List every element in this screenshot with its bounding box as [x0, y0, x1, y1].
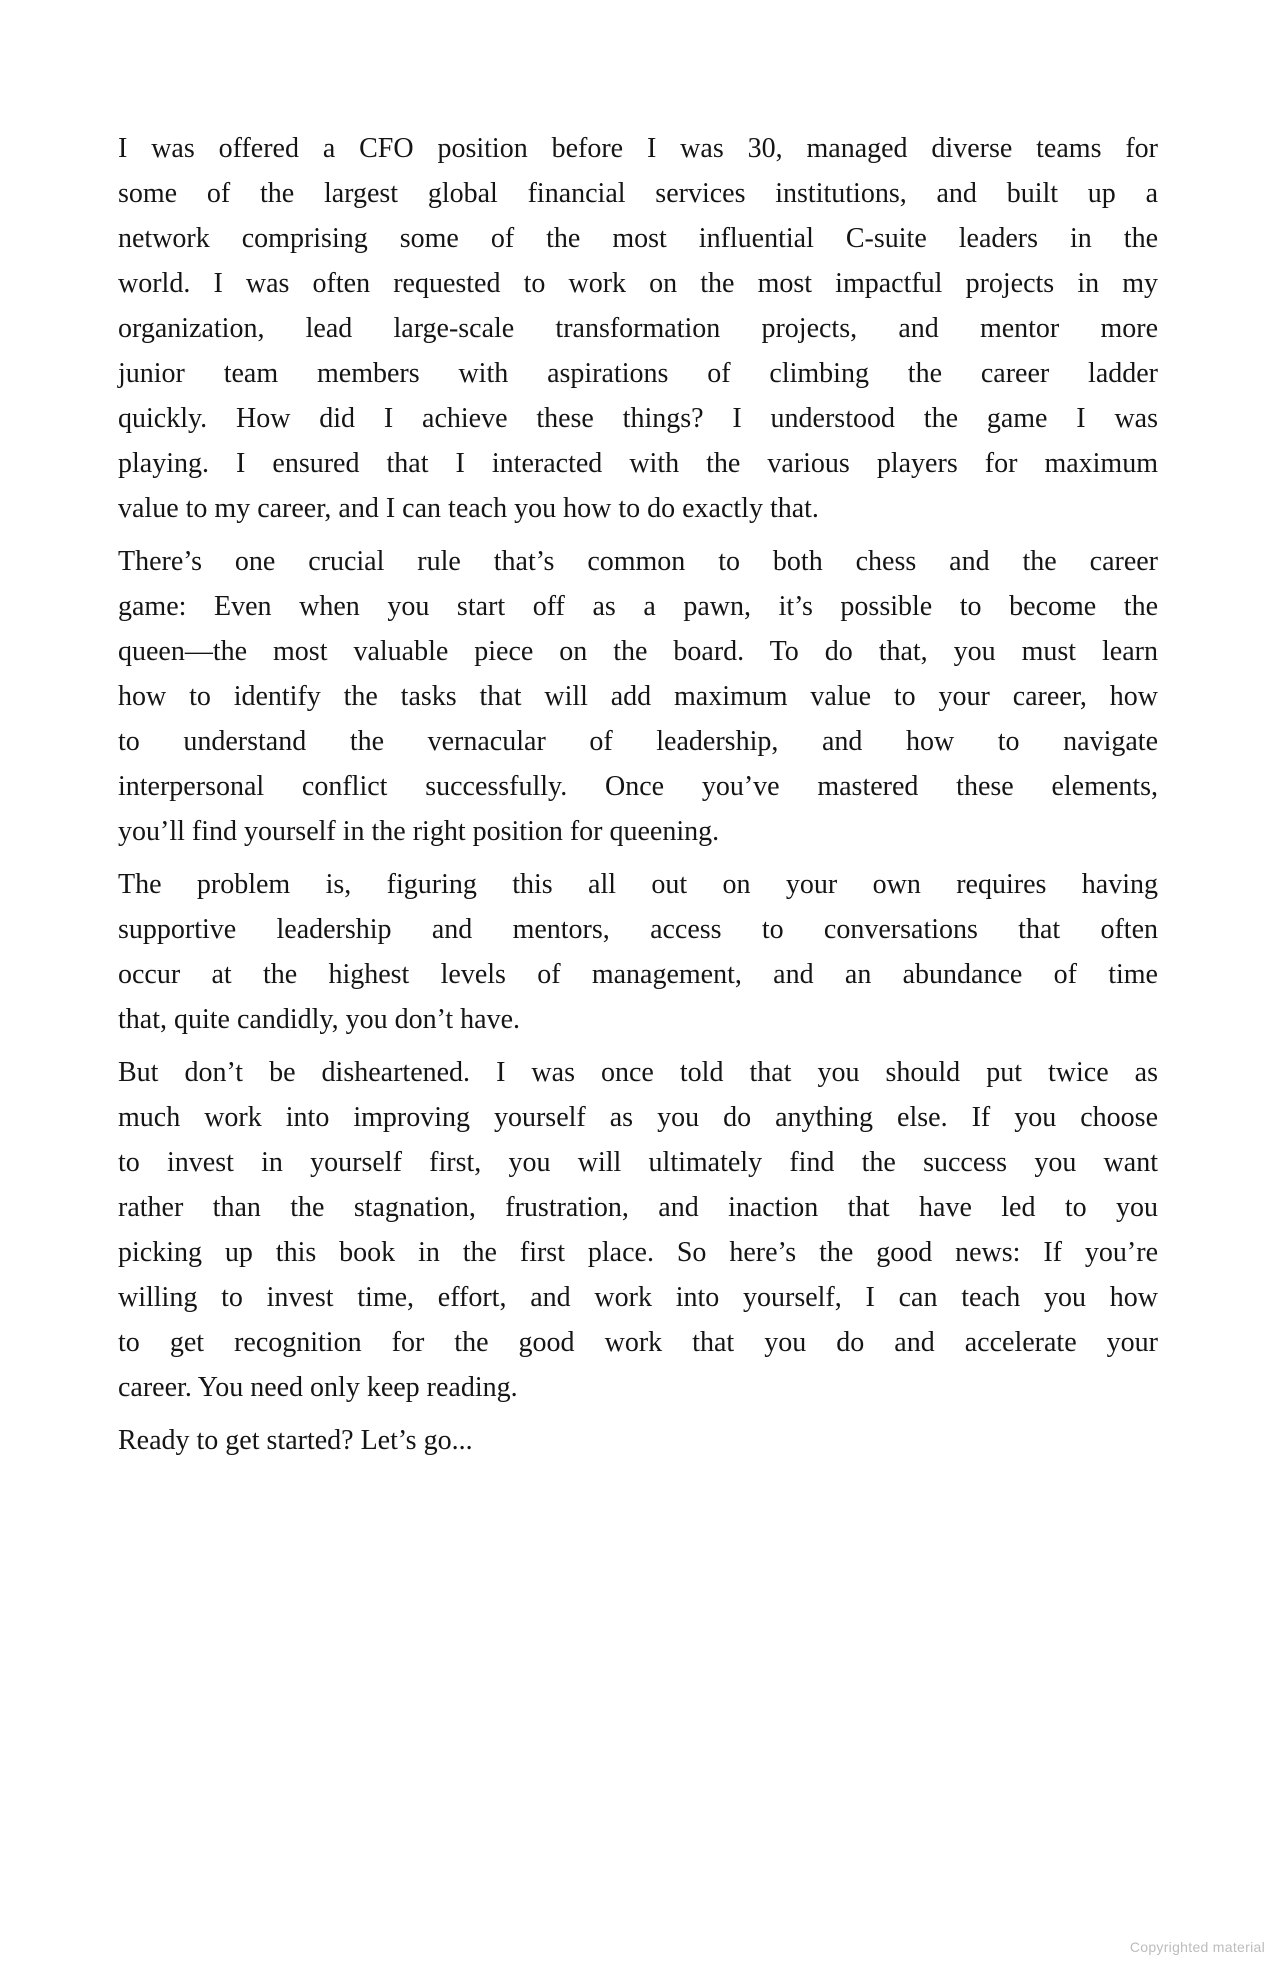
paragraph	[118, 1418, 1158, 1463]
copyright-watermark: Copyrighted material	[1129, 1939, 1265, 1955]
text-line: There’s one crucial rule that’s common to both chess and the career	[118, 546, 1158, 577]
text-line: to understand the vernacular of leadership, and how to navigate	[118, 726, 1158, 757]
text-line: to get recognition for the good work that you do and accelerate your	[118, 1327, 1158, 1358]
text-line: organization, lead large-scale transformation projects, and mentor more	[118, 313, 1158, 344]
page-text-block	[118, 126, 1158, 1471]
text-line: queen—the most valuable piece on the board. To do that, you must learn	[118, 636, 1158, 667]
paragraph	[118, 1050, 1158, 1410]
text-line: value to my career, and I can teach you how to do exactly that.	[118, 493, 819, 524]
text-line: some of the largest global financial services institutions, and built up a	[118, 178, 1158, 209]
paragraph	[118, 126, 1158, 531]
text-line: world. I was often requested to work on the most impactful projects in my	[118, 268, 1158, 299]
text-line: much work into improving yourself as you do anything else. If you choose	[118, 1102, 1158, 1133]
text-line: occur at the highest levels of management, and an abundance of time	[118, 959, 1158, 990]
text-line: I was offered a CFO position before I was 30, managed diverse teams for	[118, 133, 1158, 164]
paragraph	[118, 539, 1158, 854]
text-line: But don’t be disheartened. I was once told that you should put twice as	[118, 1057, 1158, 1088]
text-line: to invest in yourself first, you will ultimately find the success you want	[118, 1147, 1158, 1178]
text-line: The problem is, figuring this all out on your own requires having	[118, 869, 1158, 900]
text-line: you’ll find yourself in the right position for queening.	[118, 816, 720, 847]
text-line: quickly. How did I achieve these things? I understood the game I was	[118, 403, 1158, 434]
paragraph	[118, 862, 1158, 1042]
text-line: network comprising some of the most influential C-suite leaders in the	[118, 223, 1158, 254]
text-line: career. You need only keep reading.	[118, 1372, 518, 1403]
text-line: game: Even when you start off as a pawn, it’s possible to become the	[118, 591, 1158, 622]
text-line: that, quite candidly, you don’t have.	[118, 1004, 521, 1035]
text-line: Ready to get started? Let’s go...	[118, 1425, 473, 1456]
text-line: willing to invest time, effort, and work into yourself, I can teach you how	[118, 1282, 1158, 1313]
text-line: junior team members with aspirations of climbing the career ladder	[118, 358, 1158, 389]
text-line: rather than the stagnation, frustration, and inaction that have led to you	[118, 1192, 1158, 1223]
text-line: how to identify the tasks that will add maximum value to your career, how	[118, 681, 1158, 712]
text-line: playing. I ensured that I interacted with the various players for maximum	[118, 448, 1158, 479]
text-line: picking up this book in the first place. So here’s the good news: If you’re	[118, 1237, 1158, 1268]
text-line: supportive leadership and mentors, access to conversations that often	[118, 914, 1158, 945]
text-line: interpersonal conflict successfully. Once you’ve mastered these elements,	[118, 771, 1158, 802]
